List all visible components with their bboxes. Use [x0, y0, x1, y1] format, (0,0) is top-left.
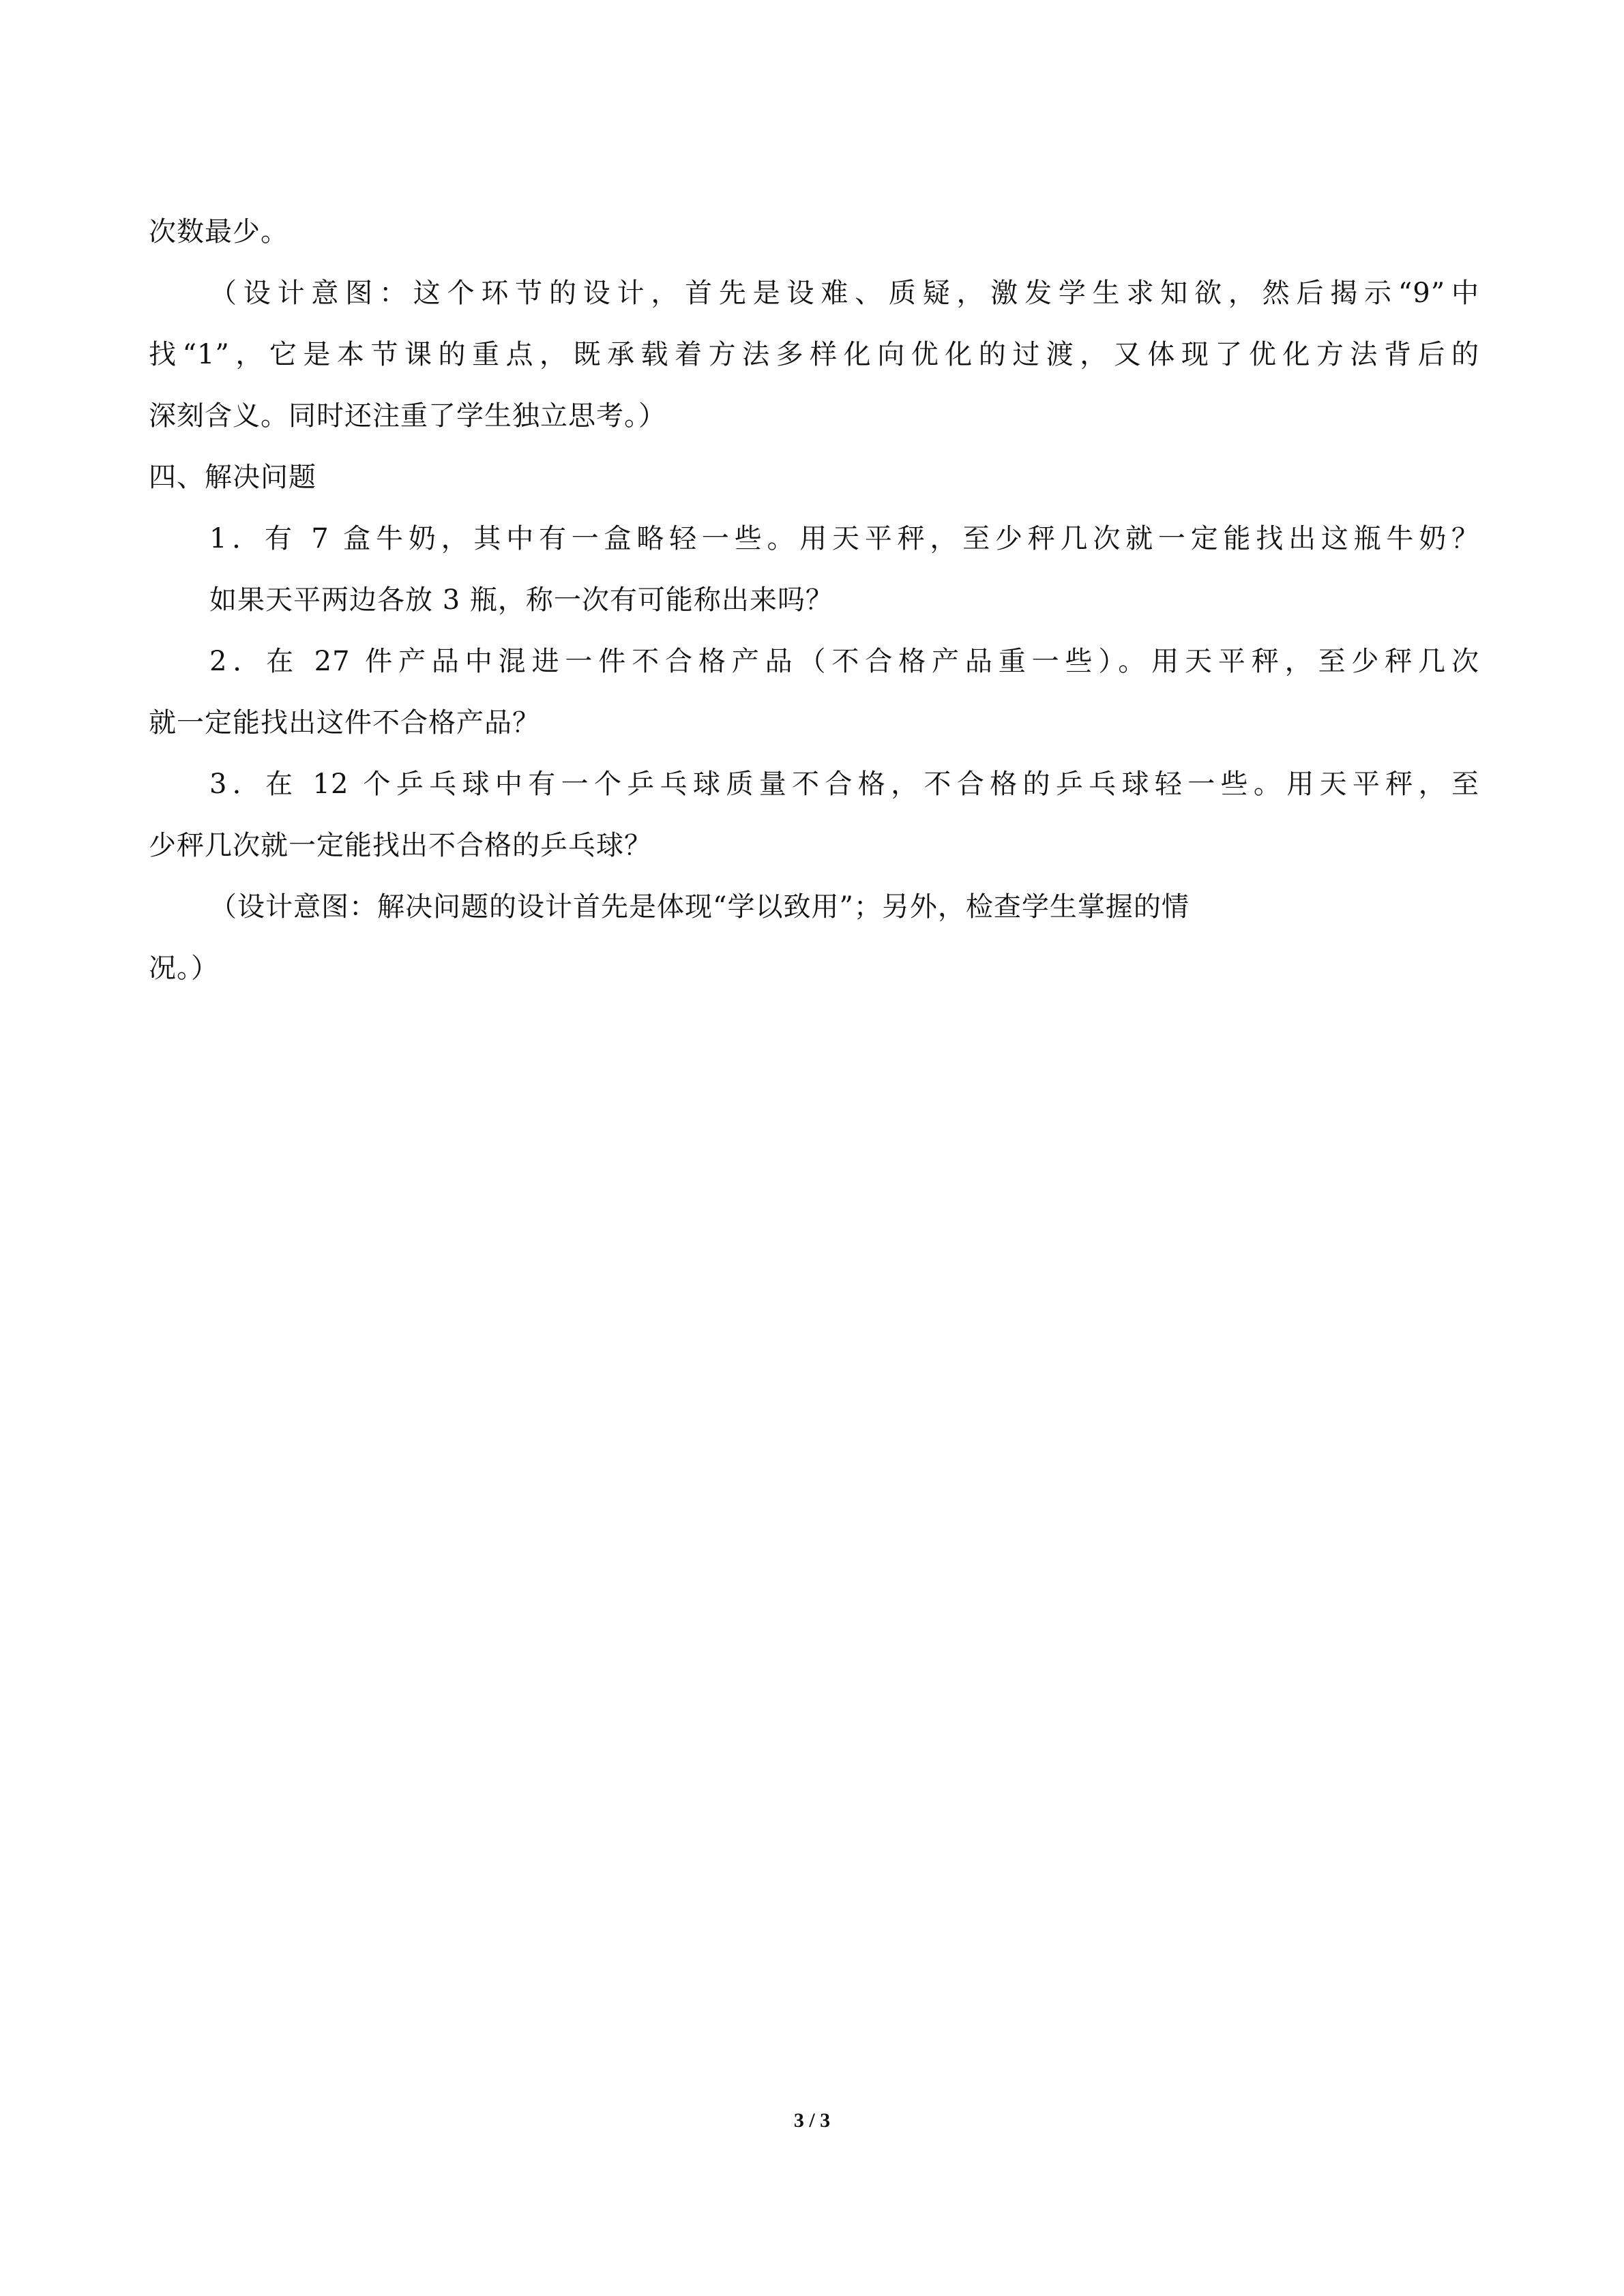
design-intent-line-1: （设计意图：这个环节的设计，首先是设难、质疑，激发学生求知欲，然后揭示“9”中: [209, 278, 1479, 309]
text-line-1: 次数最少。: [149, 216, 289, 248]
section-heading: 四、解决问题: [149, 462, 316, 493]
problem-3-line-2: 少秤几次就一定能找出不合格的乒乓球？: [149, 830, 652, 861]
page-number: 3 / 3: [793, 2109, 831, 2132]
problem-2-line-2: 就一定能找出这件不合格产品？: [149, 707, 540, 739]
design-intent-line-2: 找“1”，它是本节课的重点，既承载着方法多样化向优化的过渡，又体现了优化方法背后的: [149, 339, 1479, 370]
problem-2-line-1: 2．在 27 件产品中混进一件不合格产品（不合格产品重一些）。用天平秤，至少秤几次: [209, 646, 1479, 677]
problem-1-line-2: 如果天平两边各放 3 瓶，称一次有可能称出来吗？: [209, 584, 833, 616]
problem-3-line-1: 3．在 12 个乒乓球中有一个乒乓球质量不合格，不合格的乒乓球轻一些。用天平秤，至: [209, 769, 1479, 800]
design-intent-2-line-1: （设计意图：解决问题的设计首先是体现“学以致用”；另外，检查学生掌握的情: [209, 891, 1190, 923]
design-intent-line-3: 深刻含义。同时还注重了学生独立思考。）: [149, 400, 666, 432]
design-intent-2-line-2: 况。）: [149, 953, 219, 984]
problem-1-line-1: 1．有 7 盒牛奶，其中有一盒略轻一些。用天平秤，至少秤几次就一定能找出这瓶牛奶？: [209, 523, 1479, 554]
